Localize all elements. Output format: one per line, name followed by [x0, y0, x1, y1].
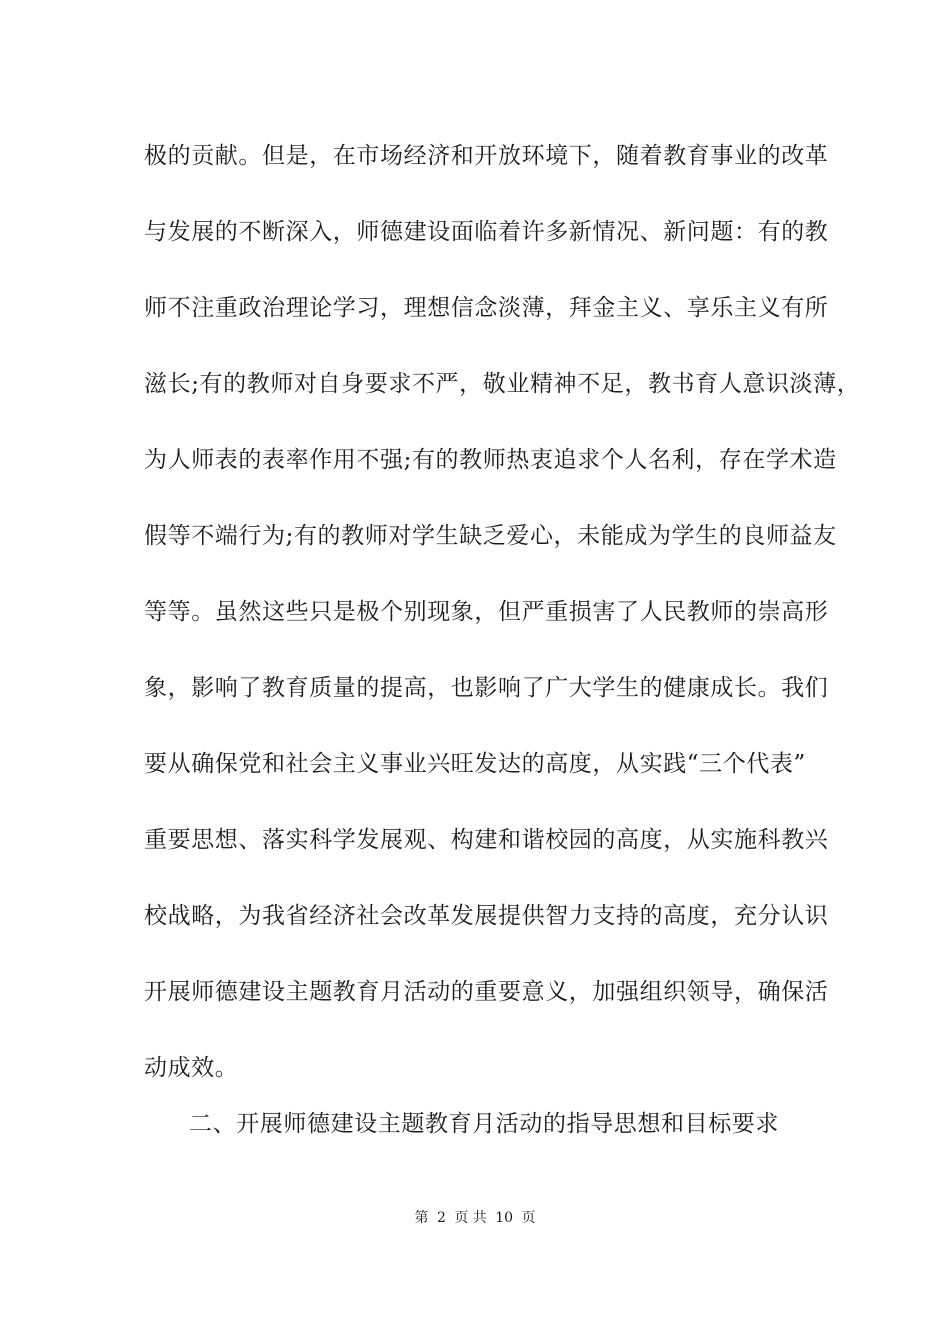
paragraph-line: 要从确保党和社会主义事业兴旺发达的高度，从实践“三个代表” [144, 751, 806, 777]
paragraph-line: 师不注重政治理论学习，理想信念淡薄，拜金主义、享乐主义有所 [144, 295, 829, 321]
paragraph-line: 校战略，为我省经济社会改革发展提供智力支持的高度，充分认识 [144, 903, 829, 929]
paragraph-line: 开展师德建设主题教育月活动的重要意义，加强组织领导，确保活 [144, 979, 829, 1005]
paragraph-line: 为人师表的表率作用不强;有的教师热衷追求个人名利，存在学术造 [144, 447, 837, 473]
paragraph-line: 动成效。 [144, 1055, 239, 1081]
paragraph-line: 假等不端行为;有的教师对学生缺乏爱心，未能成为学生的良师益友 [144, 523, 837, 549]
paragraph-line: 滋长;有的教师对自身要求不严，敬业精神不足，教书育人意识淡薄， [144, 371, 861, 397]
paragraph-line: 等等。虽然这些只是极个别现象，但严重损害了人民教师的崇高形 [144, 599, 829, 625]
paragraph-line: 极的贡献。但是，在市场经济和开放环境下，随着教育事业的改革 [144, 143, 829, 169]
paragraph-line: 重要思想、落实科学发展观、构建和谐校园的高度，从实施科教兴 [144, 827, 829, 853]
body-paragraph [144, 134, 861, 1122]
paragraph-line: 与发展的不断深入，师德建设面临着许多新情况、新问题：有的教 [144, 219, 829, 245]
total-pages-number: 10 [495, 1210, 514, 1226]
paragraph-line: 象，影响了教育质量的提高，也影响了广大学生的健康成长。我们 [144, 675, 829, 701]
page-label-mid: 页 共 [454, 1210, 487, 1226]
page-label-suffix: 页 [521, 1210, 536, 1226]
current-page-number: 2 [436, 1210, 446, 1226]
page-label-prefix: 第 [414, 1210, 429, 1226]
page-footer [0, 1208, 950, 1228]
section-heading: 二、开展师德建设主题教育月活动的指导思想和目标要求 [189, 1111, 779, 1137]
